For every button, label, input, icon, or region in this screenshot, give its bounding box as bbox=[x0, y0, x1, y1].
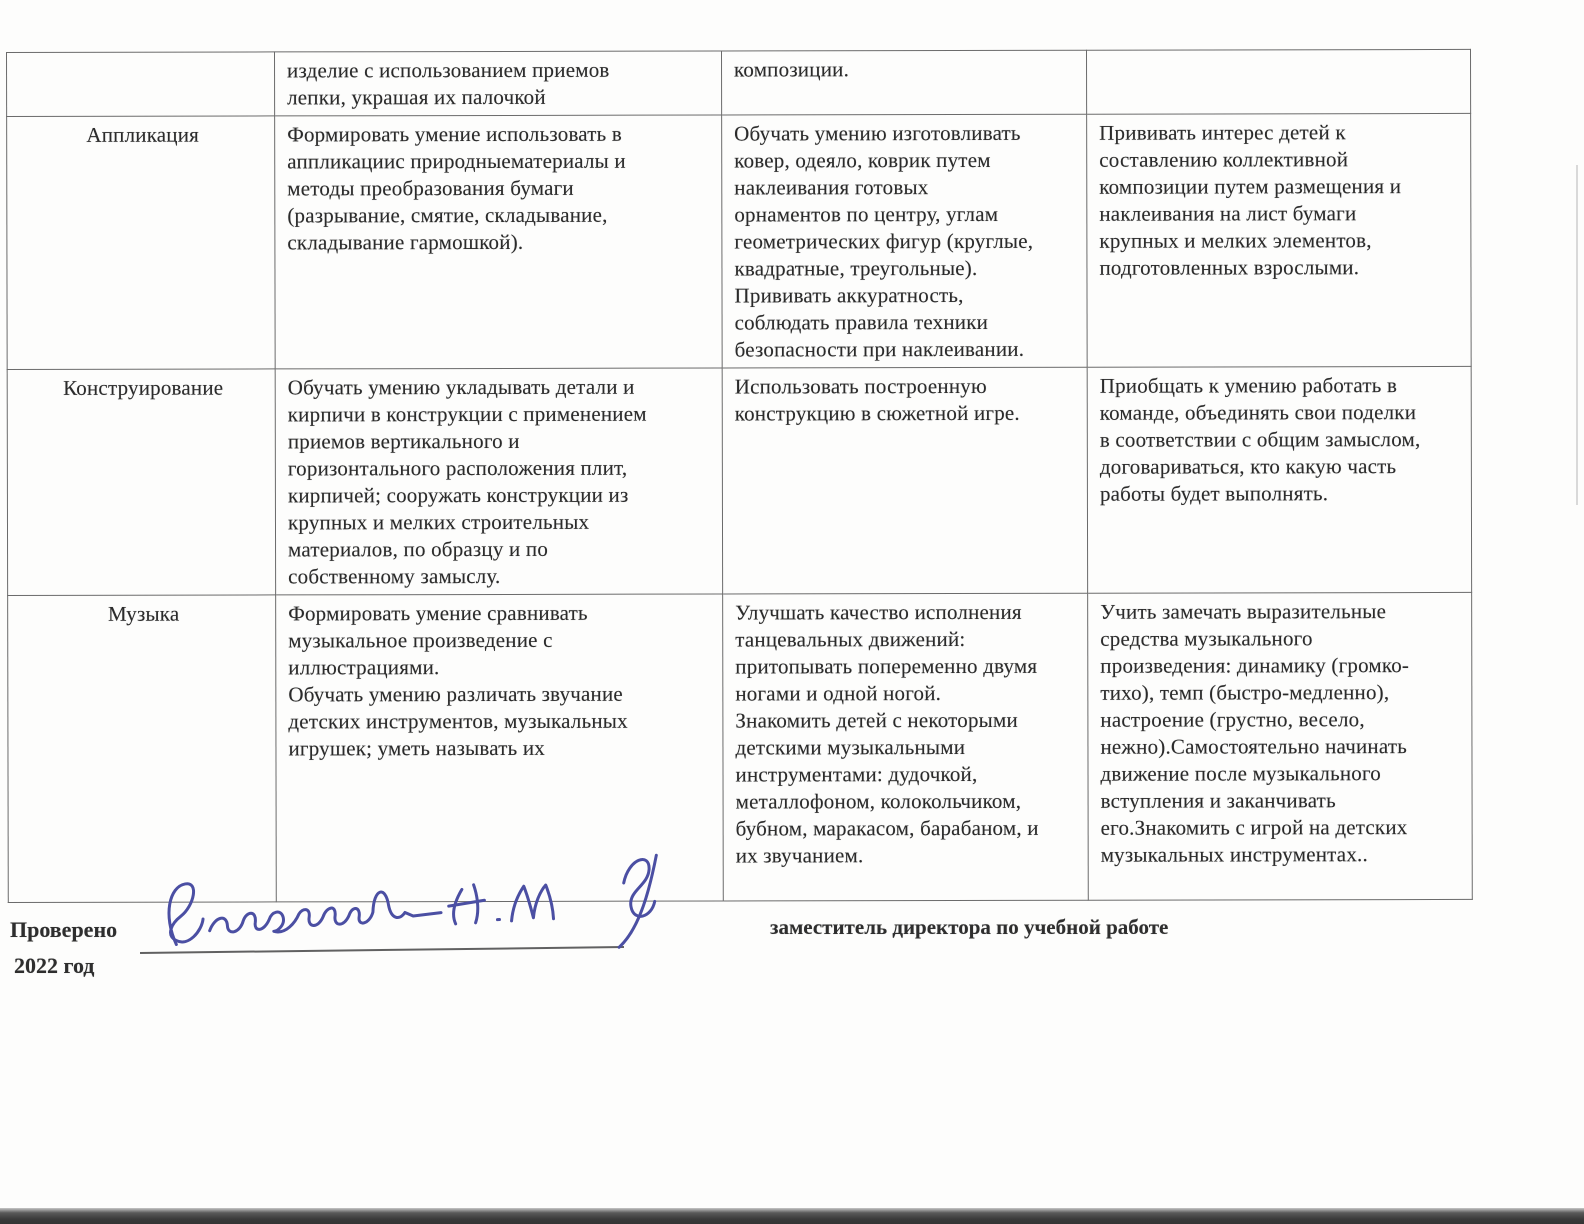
row-label bbox=[7, 52, 275, 117]
cell-text: Прививать интерес детей к составлению коллективной композиции путем размещения и наклеивания на лист бумаги крупных и мелких элементов, подготовленных взрослыми. bbox=[1087, 113, 1472, 367]
cell-text: Обучать умению изготовливать ковер, одеяло, коврик путем наклеивания готовых орнаментов по центру, углам геометрических фигур (круглые, квадратные, треугольные). Прививать аккуратность, соблюдать правила техники безопасности при наклеивании. bbox=[722, 114, 1088, 368]
curriculum-table bbox=[6, 49, 1473, 903]
cell-text bbox=[1086, 49, 1470, 114]
row-label: Музыка bbox=[8, 595, 277, 903]
row-label: Конструирование bbox=[7, 369, 275, 596]
cell-text: Учить замечать выразительные средства музыкального произведения: динамику (громко- тихо), темп (быстро-медленно), настроение (грустно, весело, нежно).Самостоятельно начинать движение после музыкального вступления и заканчивать его.Знакомить с игрой на детских музыкальных инструментах.. bbox=[1088, 592, 1473, 900]
table-row bbox=[7, 49, 1471, 116]
table-row bbox=[7, 113, 1472, 369]
year-label: 2022 год bbox=[14, 953, 95, 978]
signature-stroke bbox=[167, 883, 204, 945]
row-label: Аппликация bbox=[7, 116, 276, 370]
cell-text: Формировать умение использовать в аппликациис природныематериалы и методы преобразования бумаги (разрывание, смятие, складывание, складывание гармошкой). bbox=[275, 115, 723, 369]
signature-stroke bbox=[623, 859, 656, 917]
cell-text: Использовать построенную конструкцию в сюжетной игре. bbox=[722, 367, 1087, 594]
scan-artifact-line bbox=[1576, 165, 1578, 505]
cell-text: Обучать умению укладывать детали и кирпичи в конструкции с применением приемов вертикального и горизонтального расположения плит, кирпичей; сооружать конструкции из крупных и мелких строительных материалов, по образцу и по собственному замыслу. bbox=[275, 368, 722, 595]
cell-text: Улучшать качество исполнения танцевальных движений: притопывать попеременно двумя ногами и одной ногой. Знакомить детей с некоторыми детскими музыкальными инструментами: дудочкой, металлофоном, колокольчиком, бубном, маракасом, барабаном, и их звучанием. bbox=[723, 593, 1089, 901]
cell-text: изделие с использованием приемов лепки, украшая их палочкой bbox=[275, 51, 722, 116]
position-title: заместитель директора по учебной работе bbox=[770, 915, 1169, 939]
scan-bottom-edge bbox=[0, 1208, 1584, 1224]
cell-text: композиции. bbox=[721, 50, 1086, 115]
table-row bbox=[7, 366, 1471, 595]
checked-label: Проверено bbox=[10, 917, 118, 942]
signature-stroke bbox=[208, 889, 441, 936]
curriculum-table-wrap bbox=[6, 49, 1473, 903]
table-row bbox=[8, 592, 1473, 902]
signature-stroke bbox=[448, 881, 554, 924]
cell-text: Приобщать к умению работать в команде, объединять свои поделки в соответствии с общим замыслом, договариваться, кто какую часть работы будет выполнять. bbox=[1087, 366, 1471, 593]
cell-text: Формировать умение сравнивать музыкальное произведение с иллюстрациями. Обучать умению различать звучание детских инструментов, музыкальных игрушек; уметь называть их bbox=[276, 594, 724, 902]
